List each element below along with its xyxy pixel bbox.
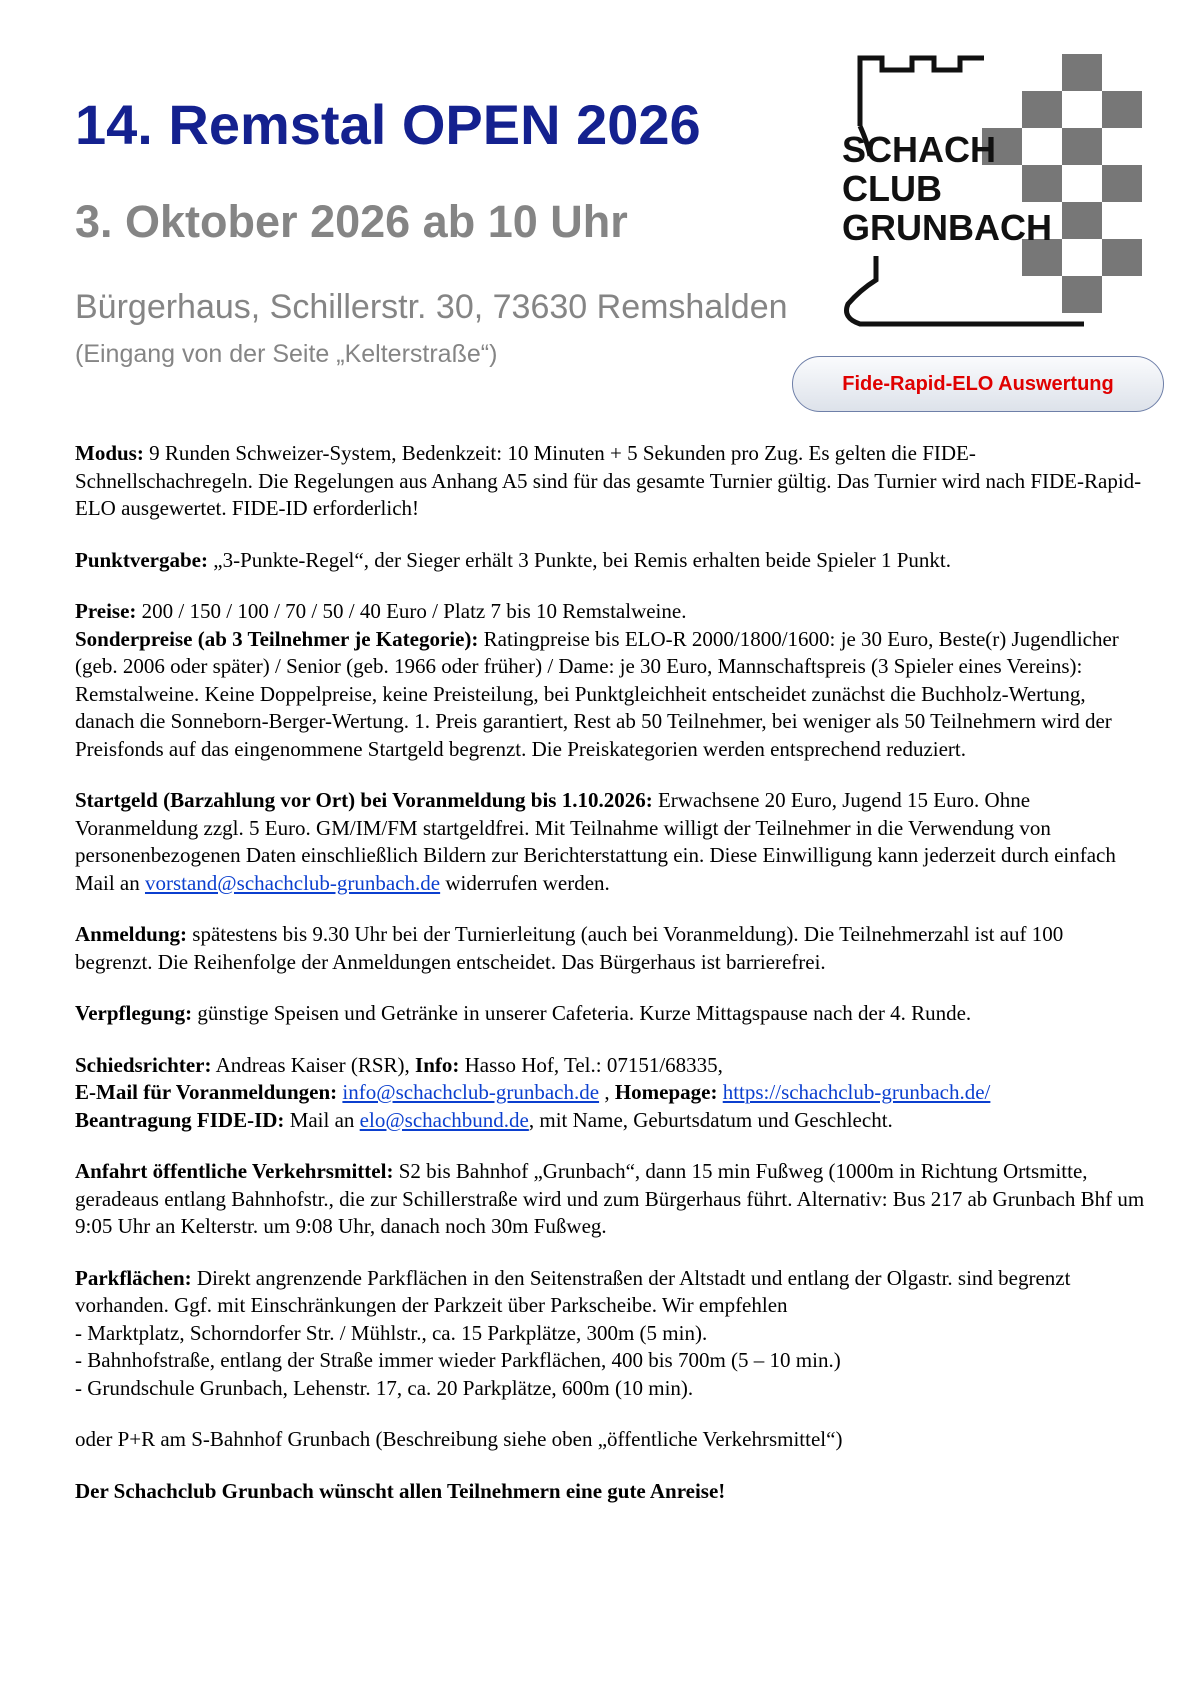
parking-item: - Bahnhofstraße, entlang der Straße immer wieder Parkflächen, 400 bis 700m (5 – 10 min.) xyxy=(75,1348,841,1372)
info-email-link[interactable]: info@schachclub-grunbach.de xyxy=(342,1080,600,1104)
startgeld-text: Erwachsene 20 Euro, Jugend 15 Euro. Ohne Voranmeldung zzgl. 5 Euro. GM/IM/FM startgeldfrei. Mit Teilnahme willigt der Teilnehmer in die Verwendung von personenbezogenen Daten einschließlich Bildern zur Berichterstattung ein. Diese Einwilligung kann jederzeit durch einfach Mail an xyxy=(75,788,1116,895)
anfahrt-text: S2 bis Bahnhof „Grunbach“, dann 15 min Fußweg (1000m in Richtung Ortsmitte, geradeaus entlang Bahnhofstr., die zur Schillerstraße wird und zum Bürgerhaus führt. Alternativ: Bus 217 ab Grunbach Bhf um 9:05 Uhr an Kelterstr. um 9:08 Uhr, danach noch 30m Fußweg. xyxy=(75,1159,1145,1238)
punkte-label: Punktvergabe: xyxy=(75,547,208,572)
document-body xyxy=(75,440,1145,1529)
schiri-label: Schiedsrichter: xyxy=(75,1052,212,1077)
homepage-link[interactable]: https://schachclub-grunbach.de/ xyxy=(722,1080,991,1104)
logo-line-club: CLUB xyxy=(842,168,942,209)
anfahrt-label: Anfahrt öffentliche Verkehrsmittel: xyxy=(75,1159,394,1183)
schiri-text: Andreas Kaiser (RSR), xyxy=(211,1052,416,1077)
fide-text-after: , mit Name, Geburtsdatum und Geschlecht. xyxy=(528,1107,893,1132)
verpflegung-text: günstige Speisen und Getränke in unserer Cafeteria. Kurze Mittagspause nach der 4. Runde. xyxy=(192,1001,972,1025)
parking-item: - Grundschule Grunbach, Lehenstr. 17, ca. 20 Parkplätze, 600m (10 min). xyxy=(75,1375,694,1400)
email-label: E-Mail für Voranmeldungen: xyxy=(75,1080,338,1104)
startgeld-label: Startgeld (Barzahlung vor Ort) bei Voranmeldung bis 1.10.2026: xyxy=(75,788,653,812)
punkte-section xyxy=(75,547,1145,575)
kontakt-section: Schiedsrichter: Andreas Kaiser (RSR), Info: Hasso Hof, Tel.: 07151/68335, E-Mail für Voranmeldungen: info@schachclub-grunbach.de , Homepage: https://schachclub-grunbach.de/ Beantragung FIDE-ID: Mail an elo@schachbund.de, mit Name, Geburtsdatum und Geschlecht. xyxy=(75,1052,991,1132)
anmeldung-label: Anmeldung: xyxy=(75,922,188,946)
club-logo xyxy=(838,52,1142,334)
page-title: 14. Remstal OPEN 2026 xyxy=(75,93,701,156)
parking-item: - Marktplatz, Schorndorfer Str. / Mühlstr., ca. 15 Parkplätze, 300m (5 min). xyxy=(75,1320,708,1345)
logo-line-grunbach: GRUNBACH xyxy=(842,207,1052,248)
startgeld-text-after: widerrufen werden. xyxy=(440,870,610,895)
parken-label: Parkflächen: xyxy=(75,1265,192,1290)
fide-rapid-badge: Fide-Rapid-ELO Auswertung xyxy=(792,356,1164,412)
punkte-text: „3-Punkte-Regel“, der Sieger erhält 3 Punkte, bei Remis erhalten beide Spieler 1 Punkt. xyxy=(208,547,951,572)
fide-text: Mail an xyxy=(284,1107,360,1132)
sonderpreise-text: Ratingpreise bis ELO-R 2000/1800/1600: je 30 Euro, Beste(r) Jugendlicher (geb. 2006 oder später) / Senior (geb. 1966 oder früher) / Dame: je 30 Euro, Mannschaftspreis (3 Spieler eines Vereins): Remstalweine. Keine Doppelpreise, keine Preisteilung, bei Punktgleichheit entscheidet zunächst die Buchholz-Wertung, danach die Sonneborn-Berger-Wertung. 1. Preis garantiert, Rest ab 50 Teilnehmer, bei weniger als 50 Teilnehmern wird der Preisfonds auf das eingenommene Startgeld begrenzt. Die Preiskategorien werden entsprechend reduziert. xyxy=(75,626,1119,761)
modus-text: 9 Runden Schweizer-System, Bedenkzeit: 10 Minuten + 5 Sekunden pro Zug. Es gelten die FIDE-Schnellschachregeln. Die Regelungen aus Anhang A5 sind für das gesamte Turnier gültig. Das Turnier wird nach FIDE-Rapid-ELO ausgewertet. FIDE-ID erforderlich! xyxy=(75,441,1142,520)
elo-email-link[interactable]: elo@schachbund.de xyxy=(359,1107,529,1132)
logo-line-schach: SCHACH xyxy=(842,129,997,170)
startgeld-section xyxy=(75,787,1145,897)
closing-text: Der Schachclub Grunbach wünscht allen Teilnehmern eine gute Anreise! xyxy=(75,1478,726,1503)
modus-section xyxy=(75,440,1145,523)
pr-note: oder P+R am S-Bahnhof Grunbach (Beschreibung siehe oben „öffentliche Verkehrsmittel“) xyxy=(75,1427,843,1451)
verpflegung-label: Verpflegung: xyxy=(75,1001,193,1025)
logo-text xyxy=(842,130,1052,247)
preise-section xyxy=(75,598,1145,763)
sonderpreise-label: Sonderpreise (ab 3 Teilnehmer je Kategorie): xyxy=(75,626,479,651)
vorstand-email-link[interactable]: vorstand@schachclub-grunbach.de xyxy=(144,870,441,895)
event-entrance: (Eingang von der Seite „Kelterstraße“) xyxy=(75,340,498,368)
homepage-label: Homepage: xyxy=(614,1080,718,1104)
modus-label: Modus: xyxy=(75,441,144,465)
anfahrt-section xyxy=(75,1158,1145,1241)
closing-line xyxy=(75,1478,1145,1506)
fide-label: Beantragung FIDE-ID: xyxy=(75,1107,285,1132)
verpflegung-section xyxy=(75,1000,1145,1028)
event-venue: Bürgerhaus, Schillerstr. 30, 73630 Remshalden xyxy=(75,288,788,326)
info-text: Hasso Hof, Tel.: 07151/68335, xyxy=(459,1052,723,1077)
info-label: Info: xyxy=(415,1052,460,1077)
event-date: 3. Oktober 2026 ab 10 Uhr xyxy=(75,196,628,247)
preise-label: Preise: xyxy=(75,599,137,623)
anmeldung-text: spätestens bis 9.30 Uhr bei der Turnierleitung (auch bei Voranmeldung). Die Teilnehmerzahl ist auf 100 begrenzt. Die Reihenfolge der Anmeldungen entscheidet. Das Bürgerhaus ist barrierefrei. xyxy=(75,922,1064,974)
anmeldung-section xyxy=(75,921,1145,976)
parken-text: Direkt angrenzende Parkflächen in den Seitenstraßen der Altstadt und entlang der Olgastr. sind begrenzt vorhanden. Ggf. mit Einschränkungen der Parkzeit über Parkscheibe. Wir empfehlen xyxy=(75,1265,1071,1317)
preise-text: 200 / 150 / 100 / 70 / 50 / 40 Euro / Platz 7 bis 10 Remstalweine. xyxy=(136,599,687,623)
parken-section xyxy=(75,1265,1145,1403)
